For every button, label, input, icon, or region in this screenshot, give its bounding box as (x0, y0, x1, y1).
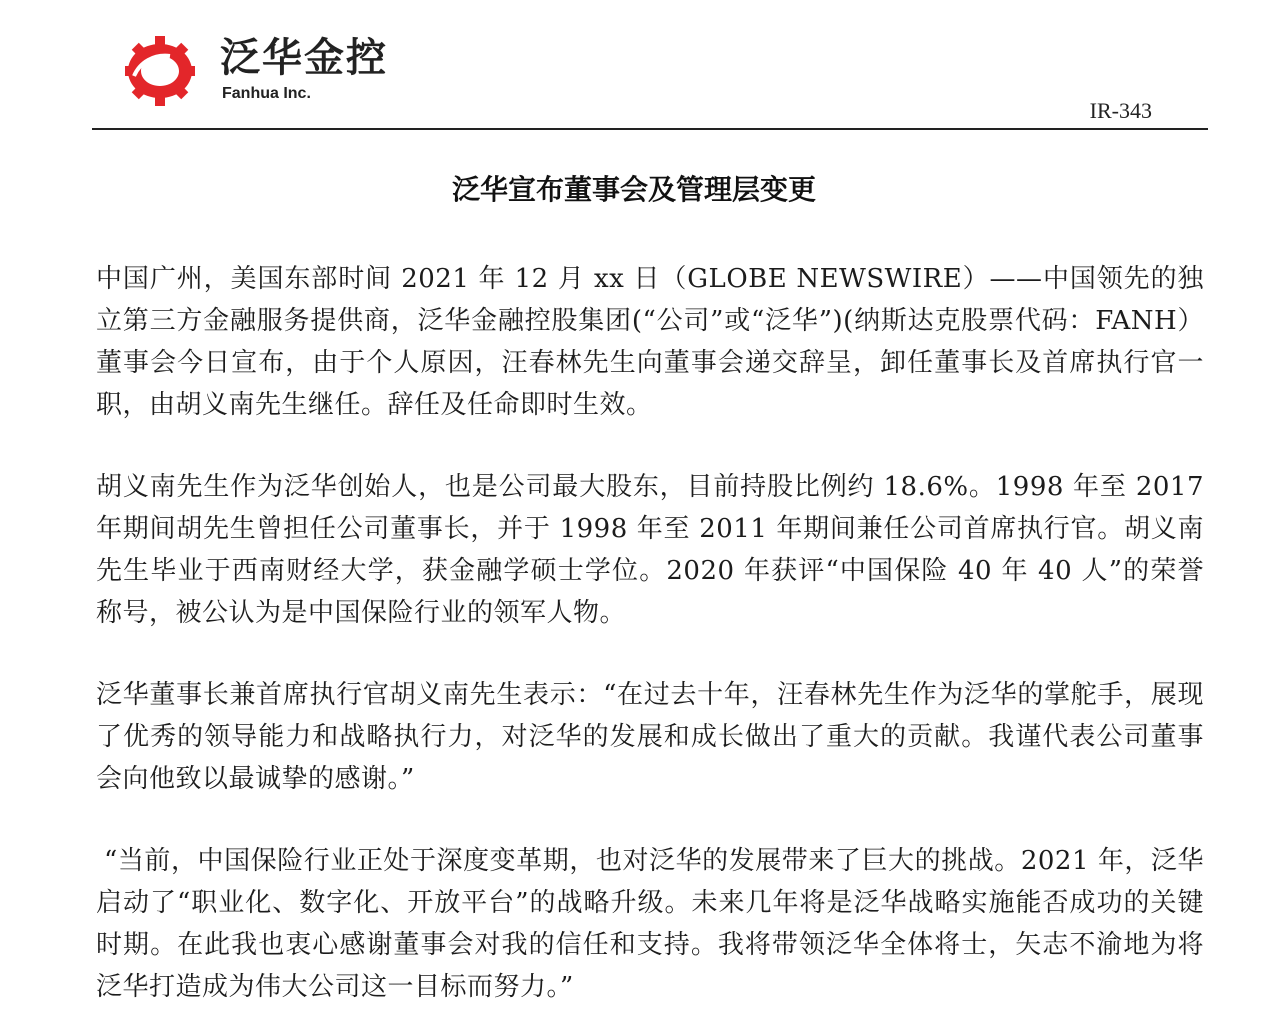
paragraph-quote-thanks: 泛华董事长兼首席执行官胡义南先生表示：“在过去十年，汪春林先生作为泛华的掌舵手，展现了优秀的领导能力和战略执行力，对泛华的发展和成长做出了重大的贡献。我谨代表公司董事会向他致以最诚挚的感谢。” (96, 680, 1204, 794)
document-body (96, 258, 1204, 1008)
brand-name-english: Fanhua Inc. (222, 85, 311, 102)
header-divider (92, 128, 1208, 130)
brand-name-chinese: 泛华金控 (220, 35, 388, 81)
paragraph-announcement: 中国广州，美国东部时间 2021 年 12 月 xx 日（GLOBE NEWSWIRE）——中国领先的独立第三方金融服务提供商，泛华金融控股集团(“公司”或“泛华”)(纳斯达克股票代码：FANH）董事会今日宣布，由于个人原因，汪春林先生向董事会递交辞呈，卸任董事长及首席执行官一职，由胡义南先生继任。辞任及任命即时生效。 (96, 264, 1204, 420)
document-title: 泛华宣布董事会及管理层变更 (451, 173, 816, 206)
document-id: IR-343 (1089, 98, 1152, 123)
paragraph-bio: 胡义南先生作为泛华创始人，也是公司最大股东，目前持股比例约 18.6%。1998 年至 2017 年期间胡先生曾担任公司董事长，并于 1998 年至 2011 年期间兼任公司首席执行官。胡义南先生毕业于西南财经大学，获金融学硕士学位。2020 年获评“中国保险 40 年 40 人”的荣誉称号，被公认为是中国保险行业的领军人物。 (96, 472, 1204, 628)
document-header (92, 30, 1208, 130)
gear-ring-logo-icon (120, 36, 200, 106)
paragraph-quote-strategy: “当前，中国保险行业正处于深度变革期，也对泛华的发展带来了巨大的挑战。2021 年，泛华启动了“职业化、数字化、开放平台”的战略升级。未来几年将是泛华战略实施能否成功的关键时期。在此我也衷心感谢董事会对我的信任和支持。我将带领泛华全体将士，矢志不渝地为将泛华打造成为伟大公司这一目标而努力。” (96, 846, 1204, 1002)
